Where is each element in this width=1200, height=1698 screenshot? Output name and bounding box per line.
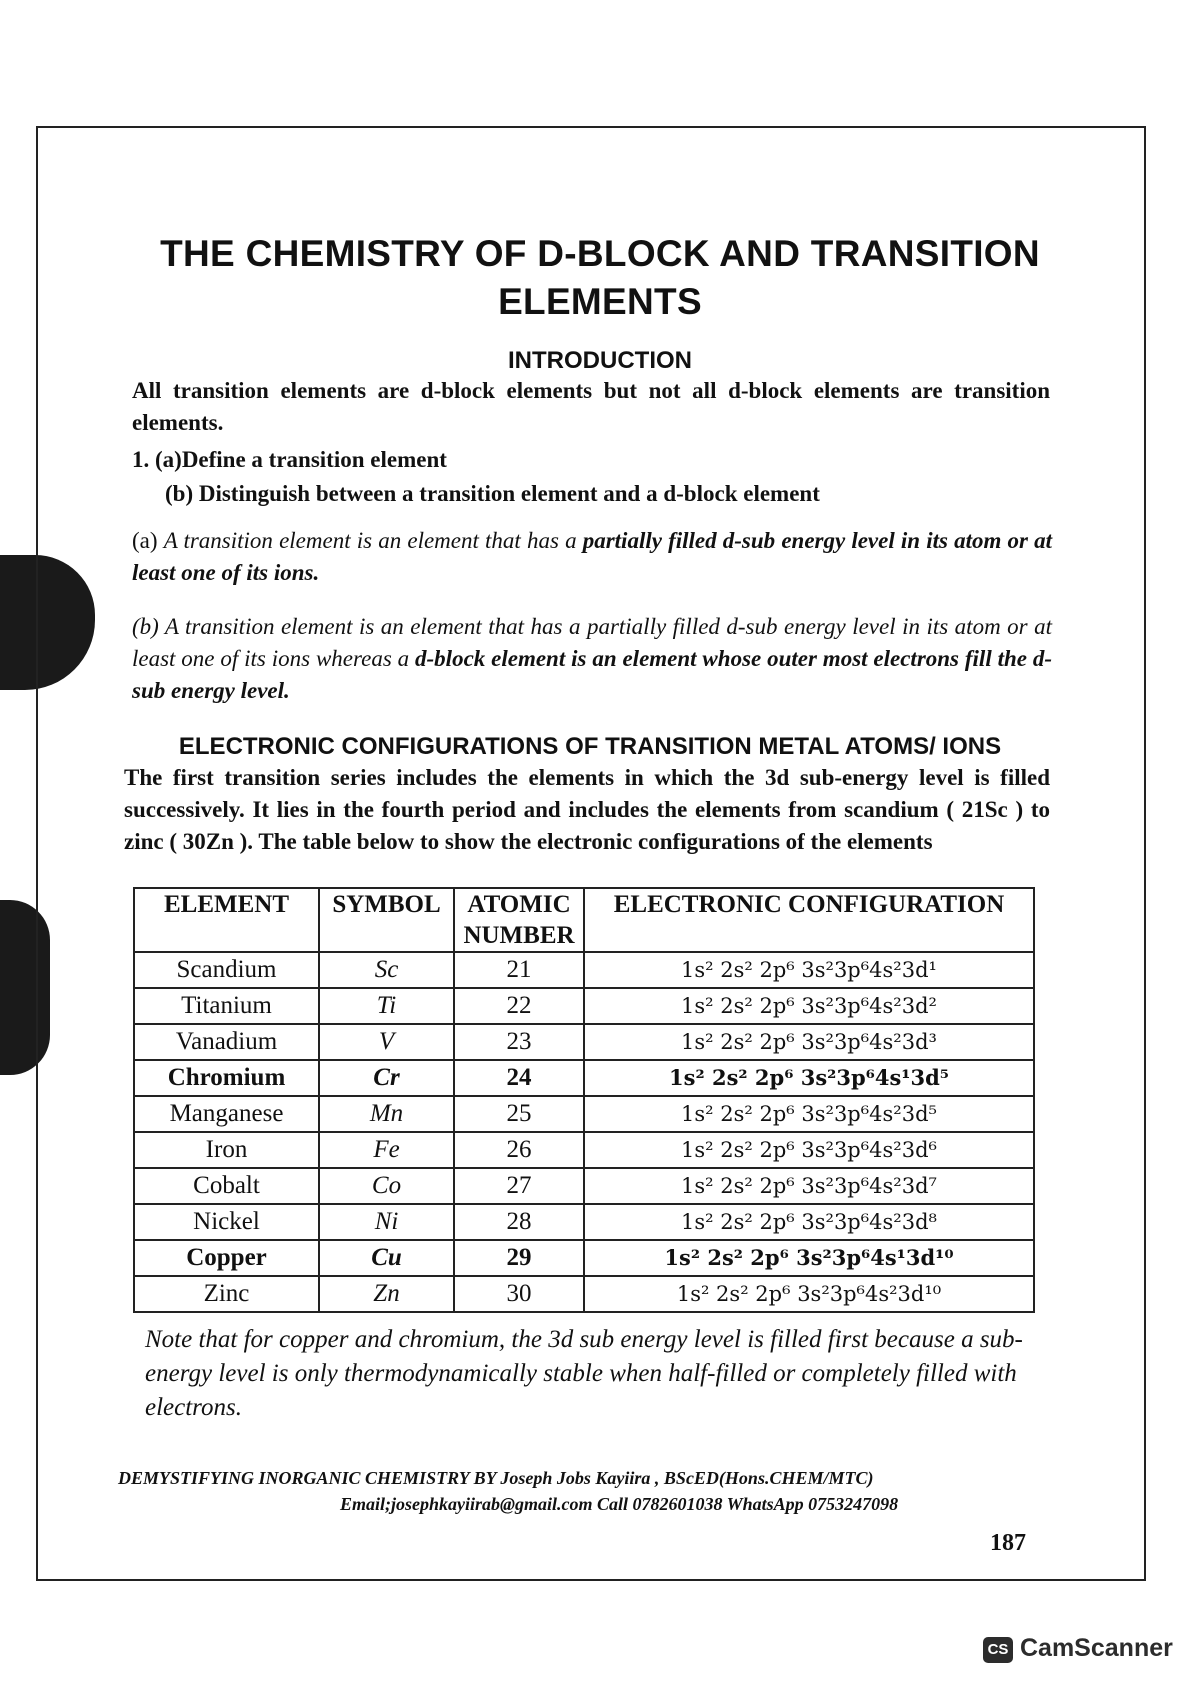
page-title: THE CHEMISTRY OF D-BLOCK AND TRANSITION — [160, 233, 1040, 274]
footer-contact: Email;josephkayiirab@gmail.com Call 0782601038 WhatsApp 0753247098 — [340, 1494, 899, 1514]
cell-atomic-number: 24 — [454, 1060, 584, 1096]
table-row — [134, 1096, 1034, 1132]
cell-element: Chromium — [134, 1060, 319, 1096]
answer-a-bold: partially filled d-sub energy level in its atom or at least one of its ions. — [132, 528, 1053, 585]
cell-atomic-number: 30 — [454, 1276, 584, 1312]
header-element: ELEMENT — [134, 888, 319, 952]
electron-config-table — [133, 887, 1035, 1313]
intro-heading: INTRODUCTION — [508, 347, 692, 374]
table-row — [134, 1276, 1034, 1312]
cell-atomic-number: 23 — [454, 1024, 584, 1060]
header-symbol: SYMBOL — [319, 888, 454, 952]
camscanner-watermark: CamScanner — [1020, 1634, 1173, 1662]
cell-symbol: Cu — [319, 1240, 454, 1276]
header-atomic-number: ATOMIC NUMBER — [454, 888, 584, 952]
cell-atomic-number: 29 — [454, 1240, 584, 1276]
cell-atomic-number: 28 — [454, 1204, 584, 1240]
header-configuration: ELECTRONIC CONFIGURATION — [584, 888, 1034, 952]
cell-configuration: 1s² 2s² 2p⁶ 3s²3p⁶4s²3d¹ — [584, 952, 1034, 988]
cell-element: Zinc — [134, 1276, 319, 1312]
answer-b-plain: (b) A transition element is an element that has a partially filled d-sub energy level in its atom or at least one of its ions whereas a — [132, 614, 1052, 671]
answer-b-bold: d-block element is an element whose outer most electrons fill the d-sub energy level. — [132, 646, 1052, 703]
cell-symbol: Mn — [319, 1096, 454, 1132]
intro-text: All transition elements are d-block elements but not all d-block elements are transition elements. — [132, 378, 1050, 435]
footer-credit: DEMYSTIFYING INORGANIC CHEMISTRY BY Joseph Jobs Kayiira , BScED(Hons.CHEM/MTC) — [118, 1468, 874, 1488]
page-title-line2: ELEMENTS — [498, 281, 702, 322]
config-text: The first transition series includes the elements in which the 3d sub-energy level is filled successively. It lies in the fourth period and includes the elements from scandium ( 21Sc ) to zinc ( 30Zn ). The table below to show the electronic configurations of the elements — [124, 765, 1050, 854]
cell-configuration: 1s² 2s² 2p⁶ 3s²3p⁶4s²3d² — [584, 988, 1034, 1024]
cell-symbol: Co — [319, 1168, 454, 1204]
cell-configuration: 1s² 2s² 2p⁶ 3s²3p⁶4s²3d⁵ — [584, 1096, 1034, 1132]
cell-atomic-number: 25 — [454, 1096, 584, 1132]
cell-symbol: V — [319, 1024, 454, 1060]
answer-a-plain: A transition element is an element that has a — [163, 528, 583, 553]
cell-configuration: 1s² 2s² 2p⁶ 3s²3p⁶4s²3d⁸ — [584, 1204, 1034, 1240]
cell-element: Scandium — [134, 952, 319, 988]
cell-symbol: Fe — [319, 1132, 454, 1168]
table-row — [134, 1024, 1034, 1060]
table-row — [134, 1240, 1034, 1276]
page-number: 187 — [990, 1530, 1026, 1556]
table-row — [134, 1132, 1034, 1168]
table-row — [134, 1060, 1034, 1096]
cell-element: Manganese — [134, 1096, 319, 1132]
table-row — [134, 952, 1034, 988]
question-1a: 1. (a)Define a transition element — [132, 447, 447, 472]
cell-configuration: 1s² 2s² 2p⁶ 3s²3p⁶4s²3d⁷ — [584, 1168, 1034, 1204]
camscanner-logo: CS — [983, 1637, 1013, 1663]
cell-symbol: Ni — [319, 1204, 454, 1240]
cell-atomic-number: 22 — [454, 988, 584, 1024]
cell-element: Copper — [134, 1240, 319, 1276]
cell-symbol: Zn — [319, 1276, 454, 1312]
cell-configuration: 1s² 2s² 2p⁶ 3s²3p⁶4s¹3d¹⁰ — [584, 1240, 1034, 1276]
answer-b — [132, 611, 1052, 707]
cell-atomic-number: 21 — [454, 952, 584, 988]
cell-configuration: 1s² 2s² 2p⁶ 3s²3p⁶4s²3d¹⁰ — [584, 1276, 1034, 1312]
cell-element: Cobalt — [134, 1168, 319, 1204]
cell-atomic-number: 26 — [454, 1132, 584, 1168]
cell-element: Iron — [134, 1132, 319, 1168]
answer-a — [132, 525, 1052, 589]
table-row — [134, 1168, 1034, 1204]
cell-element: Nickel — [134, 1204, 319, 1240]
cell-symbol: Cr — [319, 1060, 454, 1096]
cell-element: Titanium — [134, 988, 319, 1024]
cell-symbol: Ti — [319, 988, 454, 1024]
cell-element: Vanadium — [134, 1024, 319, 1060]
note-text: Note that for copper and chromium, the 3d sub energy level is filled first because a sub-energy level is only thermodynamically stable when half-filled or completely filled with electrons. — [145, 1326, 1023, 1421]
cell-configuration: 1s² 2s² 2p⁶ 3s²3p⁶4s¹3d⁵ — [584, 1060, 1034, 1096]
config-heading: ELECTRONIC CONFIGURATIONS OF TRANSITION METAL ATOMS/ IONS — [178, 733, 1002, 760]
table-row — [134, 988, 1034, 1024]
answer-a-prefix: (a) — [132, 528, 164, 553]
cell-configuration: 1s² 2s² 2p⁶ 3s²3p⁶4s²3d³ — [584, 1024, 1034, 1060]
table-header-row — [134, 888, 1034, 952]
cell-atomic-number: 27 — [454, 1168, 584, 1204]
question-1b: (b) Distinguish between a transition element and a d-block element — [165, 481, 820, 506]
cell-symbol: Sc — [319, 952, 454, 988]
cell-configuration: 1s² 2s² 2p⁶ 3s²3p⁶4s²3d⁶ — [584, 1132, 1034, 1168]
table-row — [134, 1204, 1034, 1240]
